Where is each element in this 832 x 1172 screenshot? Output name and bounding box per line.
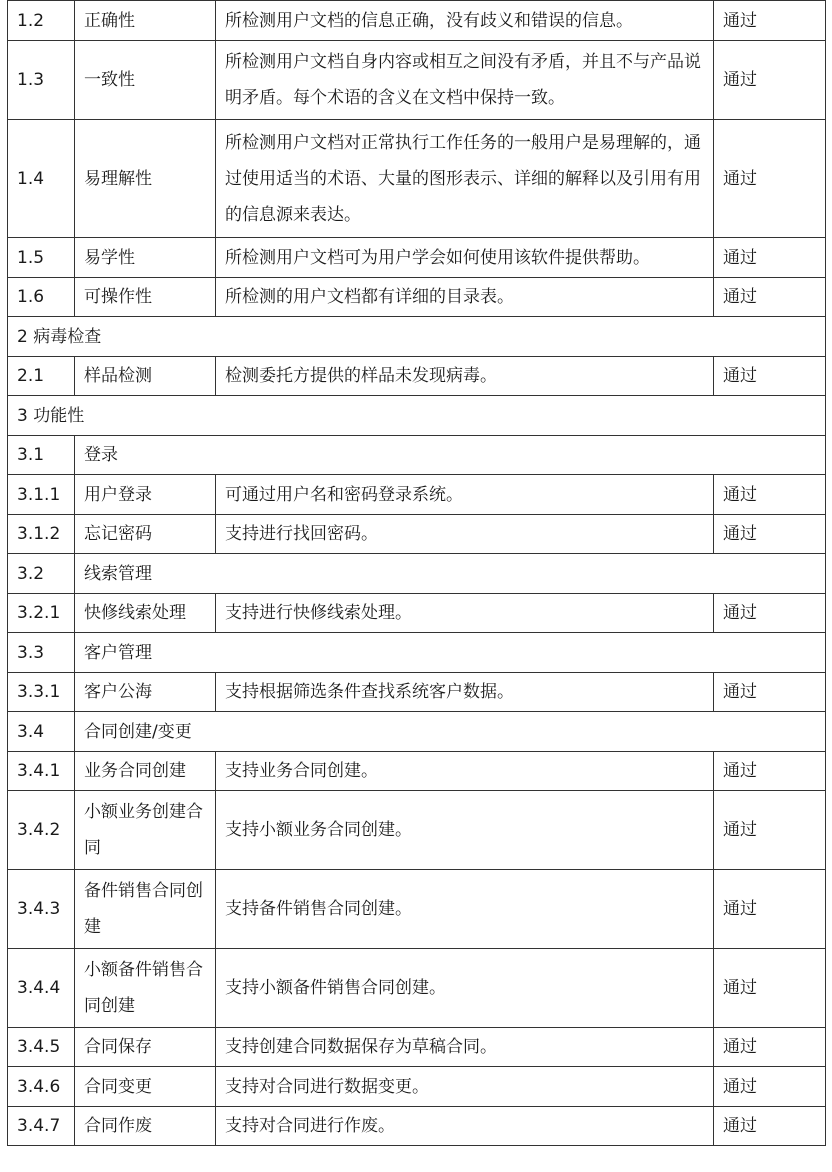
- row-result: 通过: [714, 357, 826, 396]
- row-result: 通过: [714, 870, 826, 949]
- table-row: [8, 870, 826, 949]
- row-description: 检测委托方提供的样品未发现病毒。: [216, 357, 714, 396]
- row-item: 一致性: [75, 41, 216, 120]
- row-description: 所检测用户文档对正常执行工作任务的一般用户是易理解的，通过使用适当的术语、大量的图形表示、详细的解释以及引用有用的信息源来表达。: [216, 120, 714, 238]
- row-description: 支持根据筛选条件查找系统客户数据。: [216, 673, 714, 712]
- table-row: [8, 594, 826, 633]
- row-item: 合同作废: [75, 1107, 216, 1146]
- row-number: 1.6: [8, 278, 75, 317]
- row-description: 支持业务合同创建。: [216, 752, 714, 791]
- row-description: 支持进行找回密码。: [216, 515, 714, 554]
- row-description: 所检测的用户文档都有详细的目录表。: [216, 278, 714, 317]
- row-item: 备件销售合同创建: [75, 870, 216, 949]
- row-number: 3.1.2: [8, 515, 75, 554]
- test-result-table: [7, 0, 826, 1146]
- row-number: 3.4.7: [8, 1107, 75, 1146]
- row-result: 通过: [714, 515, 826, 554]
- table-row: [8, 673, 826, 712]
- row-result: 通过: [714, 120, 826, 238]
- row-result: 通过: [714, 41, 826, 120]
- row-result: 通过: [714, 1107, 826, 1146]
- row-result: 通过: [714, 752, 826, 791]
- row-item: 小额业务创建合同: [75, 791, 216, 870]
- table-row: [8, 41, 826, 120]
- row-description: 支持对合同进行作废。: [216, 1107, 714, 1146]
- group-header-row: [8, 712, 826, 752]
- row-number: 3.4.2: [8, 791, 75, 870]
- section-header-row: [8, 317, 826, 357]
- row-item: 客户公海: [75, 673, 216, 712]
- table-row: [8, 1, 826, 41]
- row-number: 3.3.1: [8, 673, 75, 712]
- row-item: 快修线索处理: [75, 594, 216, 633]
- table-row: [8, 1067, 826, 1107]
- group-title: 合同创建/变更: [75, 712, 826, 752]
- group-header-row: [8, 436, 826, 475]
- row-description: 所检测用户文档可为用户学会如何使用该软件提供帮助。: [216, 238, 714, 278]
- row-number: 1.2: [8, 1, 75, 41]
- table-row: [8, 278, 826, 317]
- table-row: [8, 1107, 826, 1146]
- row-description: 支持小额业务合同创建。: [216, 791, 714, 870]
- row-description: 支持创建合同数据保存为草稿合同。: [216, 1028, 714, 1067]
- row-item: 用户登录: [75, 475, 216, 515]
- row-result: 通过: [714, 791, 826, 870]
- table-row: [8, 120, 826, 238]
- row-item: 易学性: [75, 238, 216, 278]
- row-result: 通过: [714, 1028, 826, 1067]
- section-title: 3 功能性: [8, 396, 826, 436]
- table-row: [8, 357, 826, 396]
- row-number: 3.4.5: [8, 1028, 75, 1067]
- row-result: 通过: [714, 1, 826, 41]
- row-number: 2.1: [8, 357, 75, 396]
- row-description: 所检测用户文档自身内容或相互之间没有矛盾，并且不与产品说明矛盾。每个术语的含义在文档中保持一致。: [216, 41, 714, 120]
- row-item: 正确性: [75, 1, 216, 41]
- row-result: 通过: [714, 1067, 826, 1107]
- row-description: 可通过用户名和密码登录系统。: [216, 475, 714, 515]
- table-row: [8, 752, 826, 791]
- group-number: 3.1: [8, 436, 75, 475]
- row-description: 支持进行快修线索处理。: [216, 594, 714, 633]
- section-header-row: [8, 396, 826, 436]
- table-row: [8, 238, 826, 278]
- table-row: [8, 949, 826, 1028]
- row-result: 通过: [714, 278, 826, 317]
- row-result: 通过: [714, 475, 826, 515]
- row-description: 支持备件销售合同创建。: [216, 870, 714, 949]
- row-item: 可操作性: [75, 278, 216, 317]
- row-number: 3.4.4: [8, 949, 75, 1028]
- row-number: 1.5: [8, 238, 75, 278]
- group-title: 客户管理: [75, 633, 826, 673]
- row-number: 3.4.3: [8, 870, 75, 949]
- row-description: 所检测用户文档的信息正确，没有歧义和错误的信息。: [216, 1, 714, 41]
- row-number: 3.1.1: [8, 475, 75, 515]
- row-result: 通过: [714, 238, 826, 278]
- table-row: [8, 791, 826, 870]
- group-number: 3.2: [8, 554, 75, 594]
- row-number: 3.4.6: [8, 1067, 75, 1107]
- row-result: 通过: [714, 594, 826, 633]
- table-row: [8, 515, 826, 554]
- row-item: 样品检测: [75, 357, 216, 396]
- row-description: 支持对合同进行数据变更。: [216, 1067, 714, 1107]
- row-item: 合同保存: [75, 1028, 216, 1067]
- row-number: 3.4.1: [8, 752, 75, 791]
- row-item: 业务合同创建: [75, 752, 216, 791]
- row-item: 易理解性: [75, 120, 216, 238]
- row-result: 通过: [714, 673, 826, 712]
- row-description: 支持小额备件销售合同创建。: [216, 949, 714, 1028]
- row-number: 1.3: [8, 41, 75, 120]
- table-row: [8, 1028, 826, 1067]
- row-number: 3.2.1: [8, 594, 75, 633]
- section-title: 2 病毒检查: [8, 317, 826, 357]
- row-item: 合同变更: [75, 1067, 216, 1107]
- row-result: 通过: [714, 949, 826, 1028]
- table-row: [8, 475, 826, 515]
- group-number: 3.3: [8, 633, 75, 673]
- group-number: 3.4: [8, 712, 75, 752]
- group-title: 登录: [75, 436, 826, 475]
- group-title: 线索管理: [75, 554, 826, 594]
- group-header-row: [8, 554, 826, 594]
- group-header-row: [8, 633, 826, 673]
- row-number: 1.4: [8, 120, 75, 238]
- row-item: 小额备件销售合同创建: [75, 949, 216, 1028]
- row-item: 忘记密码: [75, 515, 216, 554]
